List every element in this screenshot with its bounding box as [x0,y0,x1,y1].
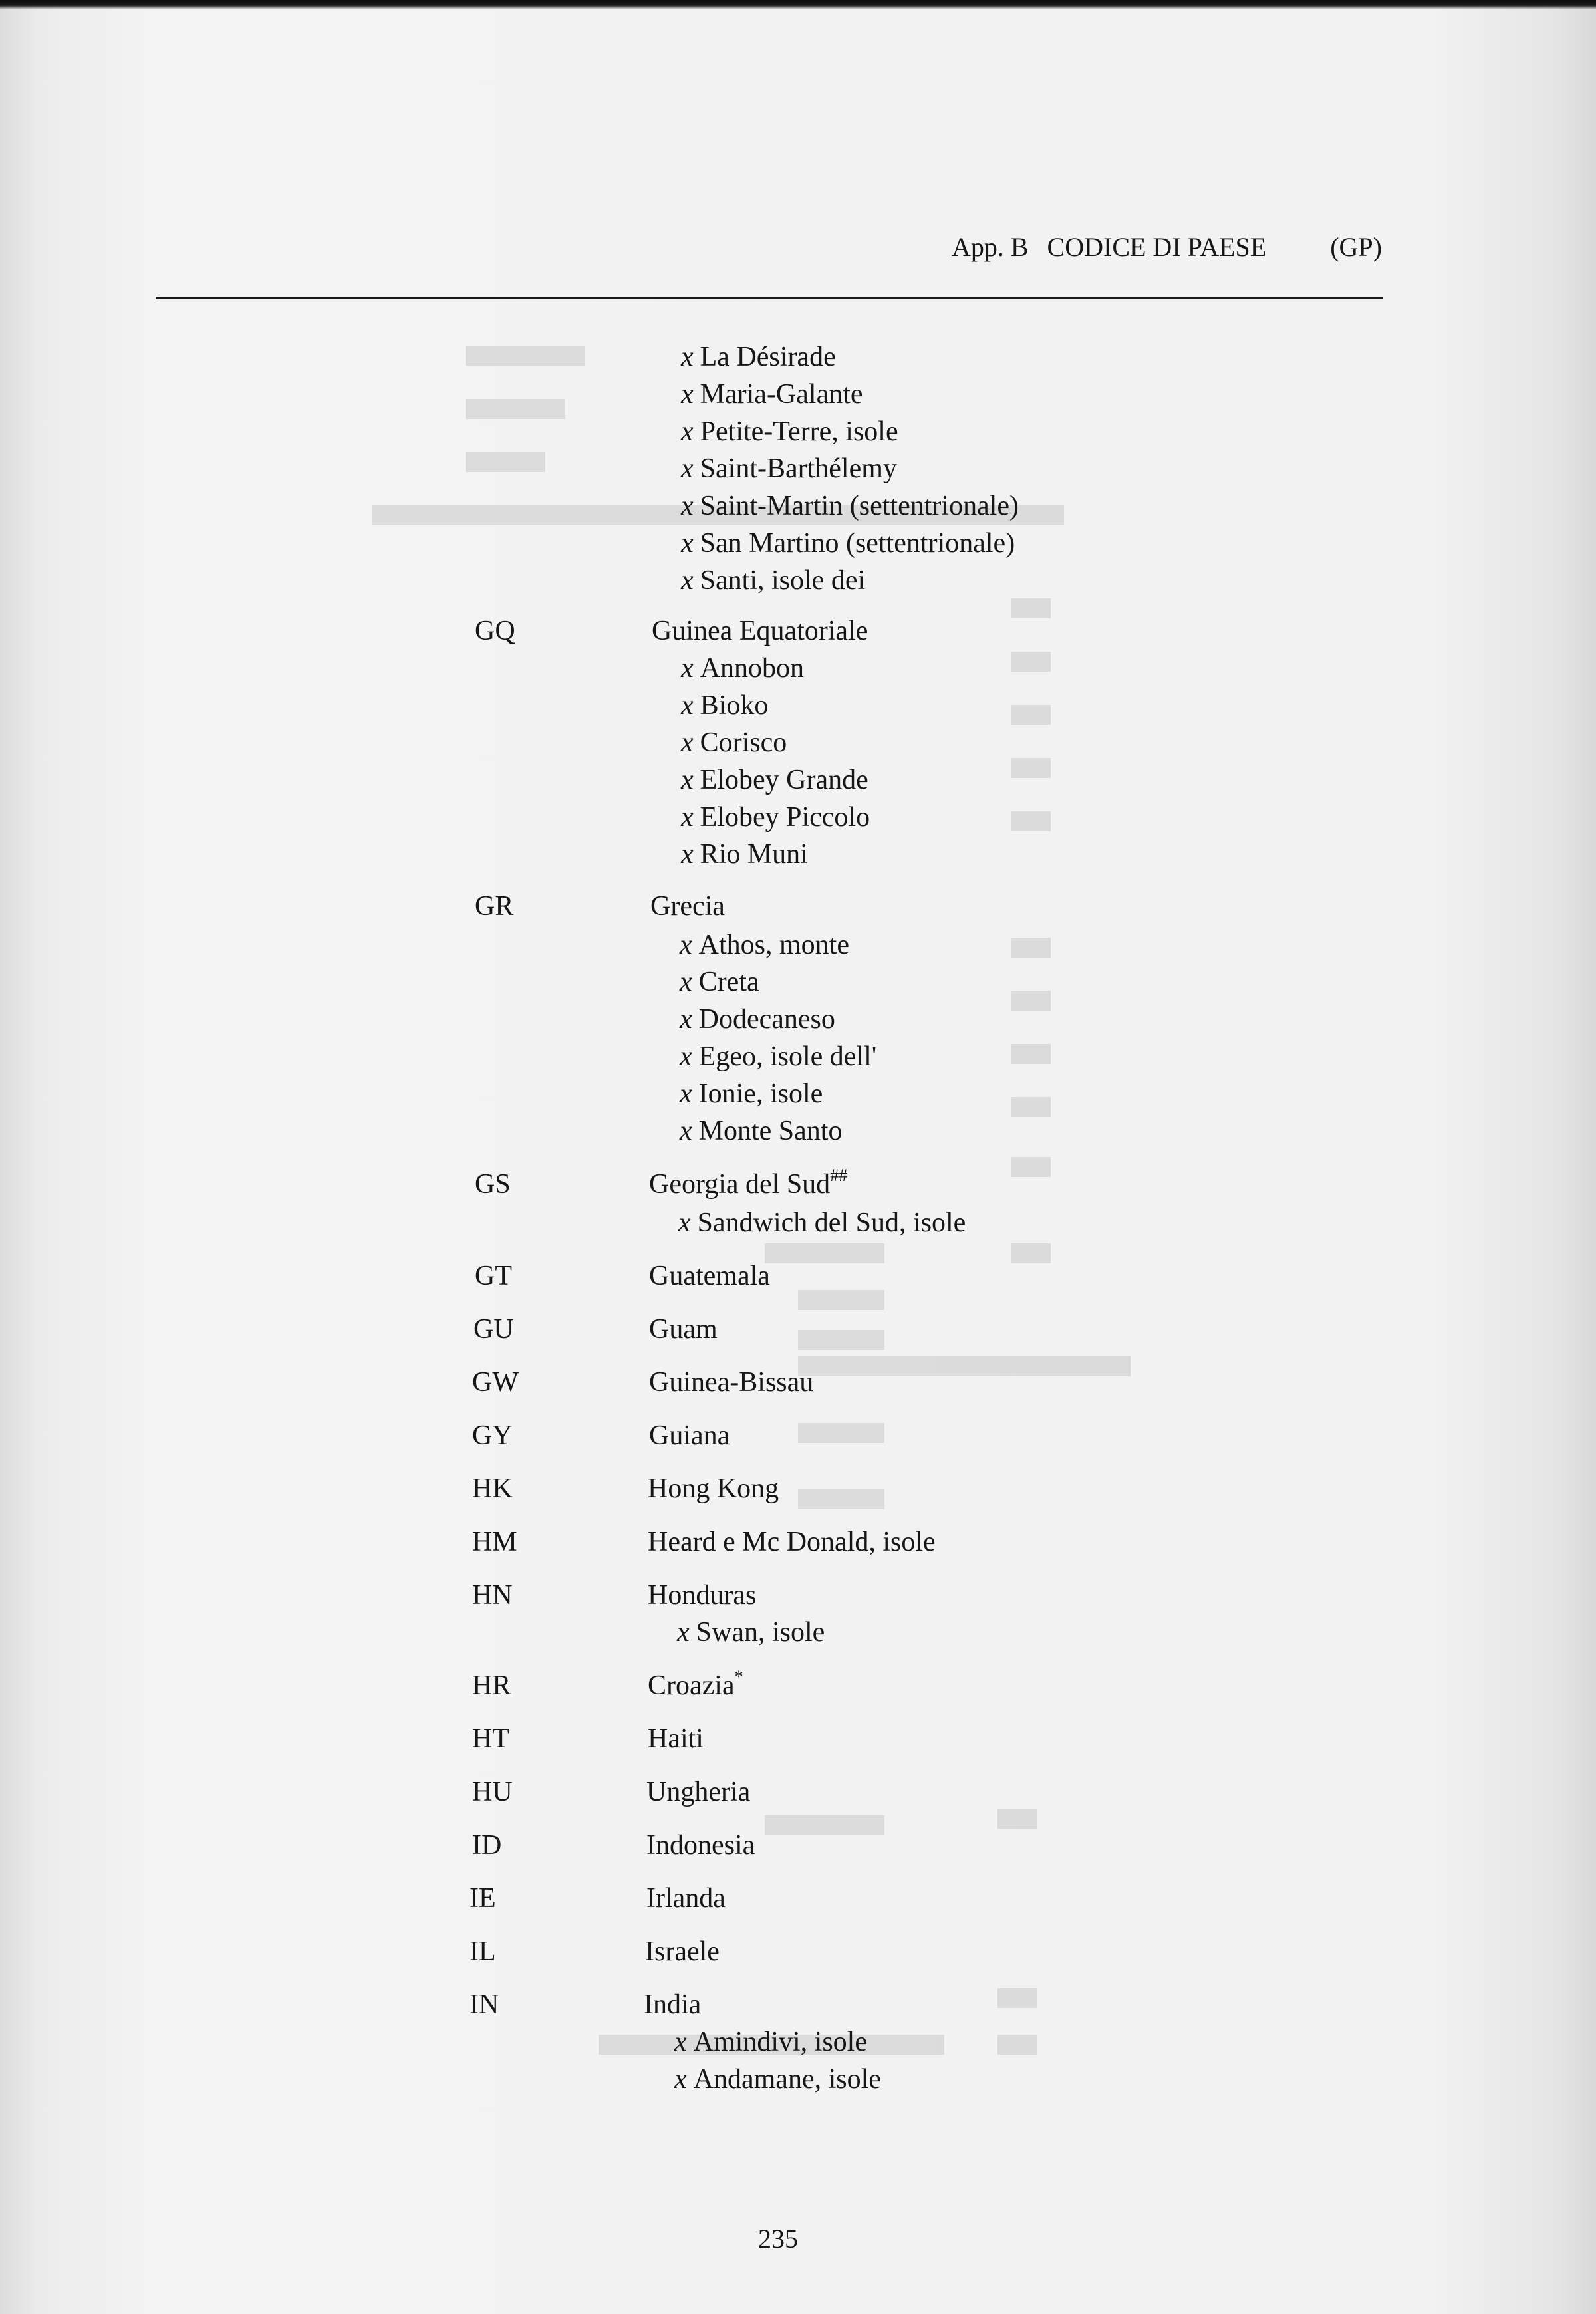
page-number: 235 [758,2224,798,2253]
cross-reference-marker: x [681,453,694,484]
cross-reference-text: Elobey Grande [700,765,868,795]
field-code: (GP) [1330,232,1382,262]
cross-reference-text: Bioko [700,690,769,721]
cross-reference-text: Annobon [700,653,804,684]
cross-reference-marker: x [681,839,694,870]
cross-reference [681,488,1019,524]
cross-reference-text: Monte Santo [698,1116,843,1146]
cross-reference-marker: x [674,2064,687,2095]
country-code: HR [472,1670,511,1701]
cross-reference [681,451,897,487]
cross-reference [681,799,870,835]
country-name [649,1166,847,1202]
country-code: IN [469,1990,499,2020]
cross-reference-marker: x [680,1079,692,1109]
cross-reference [680,1039,876,1075]
cross-reference-marker: x [677,1617,690,1648]
country-name [646,1827,755,1863]
country-name [646,1880,726,1916]
cross-reference [674,2024,867,2060]
country-name-text: Indonesia [646,1830,755,1861]
cross-reference-text: Creta [698,967,759,997]
country-name [650,888,725,924]
footnote-marker: * [734,1667,743,1686]
country-name-text: Guiana [649,1420,730,1451]
cross-reference-text: Egeo, isole dell' [698,1041,877,1072]
country-name-text: India [644,1990,702,2020]
country-code: HT [472,1724,509,1754]
cross-reference-marker: x [678,1208,691,1238]
cross-reference [681,414,898,450]
country-name-text: Israele [645,1936,720,1967]
cross-reference-marker: x [680,1116,692,1146]
country-name [649,1418,730,1454]
country-name [644,1987,701,2023]
country-code: GS [475,1169,511,1200]
cross-reference [680,1076,823,1112]
country-name [646,1774,750,1810]
country-name-text: Haiti [648,1724,704,1754]
cross-reference-text: San Martino (settentrionale) [700,528,1015,559]
country-code: GW [472,1367,519,1398]
country-name [648,1471,779,1507]
cross-reference-marker: x [674,2027,687,2057]
cross-reference-marker: x [681,565,694,596]
country-name-text: Croazia [648,1670,735,1701]
cross-reference-marker: x [681,342,694,372]
country-name-text: Guinea-Bissau [649,1367,814,1398]
country-name [649,1311,718,1347]
cross-reference [681,836,808,872]
country-name-text: Georgia del Sud [649,1169,831,1200]
country-code: GR [475,891,514,922]
cross-reference-text: Athos, monte [698,930,849,960]
cross-reference-marker: x [681,765,694,795]
country-name-text: Grecia [650,891,725,922]
country-name-text: Guinea Equatoriale [652,616,868,646]
cross-reference-marker: x [681,416,694,447]
cross-reference-marker: x [681,690,694,721]
country-name-text: Heard e Mc Donald, isole [648,1527,936,1557]
country-code: IL [469,1936,496,1967]
cross-reference-marker: x [680,930,692,960]
country-name [645,1934,720,1970]
country-name [649,1364,813,1400]
country-name-text: Ungheria [646,1777,751,1807]
cross-reference-marker: x [681,802,694,833]
country-name-text: Honduras [648,1580,757,1610]
cross-reference [681,688,768,723]
cross-reference [681,762,868,798]
appendix-reference: App. B [951,232,1029,262]
country-code: HM [472,1527,517,1557]
cross-reference [680,1113,842,1149]
cross-reference [681,650,804,686]
country-name-text: Guatemala [649,1261,770,1291]
cross-reference-marker: x [681,727,694,758]
cross-reference [680,964,759,1000]
country-name-text: Irlanda [646,1883,726,1914]
cross-reference-text: Saint-Barthélemy [700,453,897,484]
cross-reference [681,725,787,761]
cross-reference [681,563,865,598]
cross-reference-marker: x [680,967,692,997]
country-name [648,1577,756,1613]
cross-reference-marker: x [681,379,694,410]
country-code: GQ [475,616,515,646]
country-name [648,1668,743,1704]
cross-reference [681,339,836,375]
cross-reference-text: Elobey Piccolo [700,802,870,833]
cross-reference-text: Rio Muni [700,839,808,870]
cross-reference-marker: x [681,491,694,521]
cross-reference [680,927,849,963]
country-code: IE [469,1883,496,1914]
cross-reference-text: Saint-Martin (settentrionale) [700,491,1019,521]
country-code: HU [472,1777,513,1807]
cross-reference [681,376,863,412]
country-name [648,1721,704,1757]
country-name [648,1524,936,1560]
cross-reference-text: Swan, isole [696,1617,825,1648]
cross-reference-marker: x [680,1041,692,1072]
country-code: ID [472,1830,502,1861]
footnote-marker: ## [830,1166,848,1185]
cross-reference-text: Santi, isole dei [700,565,866,596]
country-name-text: Guam [649,1314,718,1345]
cross-reference-marker: x [681,528,694,559]
cross-reference-text: Dodecaneso [698,1004,835,1035]
country-code: HK [472,1474,513,1504]
country-code: GT [475,1261,512,1291]
cross-reference-text: Corisco [700,727,787,758]
cross-reference-marker: x [681,653,694,684]
cross-reference [674,2061,881,2097]
cross-reference-text: Andamane, isole [693,2064,881,2095]
country-name [649,1258,770,1294]
country-code: GU [473,1314,514,1345]
cross-reference-text: Maria-Galante [700,379,863,410]
cross-reference-text: Ionie, isole [698,1079,823,1109]
country-name-text: Hong Kong [648,1474,779,1504]
cross-reference [677,1614,825,1650]
cross-reference-text: La Désirade [700,342,836,372]
cross-reference [680,1001,835,1037]
cross-reference-text: Amindivi, isole [693,2027,867,2057]
cross-reference-text: Sandwich del Sud, isole [697,1208,966,1238]
country-code: GY [472,1420,513,1451]
country-code: HN [472,1580,513,1610]
cross-reference-marker: x [680,1004,692,1035]
cross-reference [681,525,1015,561]
cross-reference-text: Petite-Terre, isole [700,416,898,447]
section-title: CODICE DI PAESE [1047,232,1267,262]
country-name [652,613,868,649]
cross-reference [678,1205,966,1241]
